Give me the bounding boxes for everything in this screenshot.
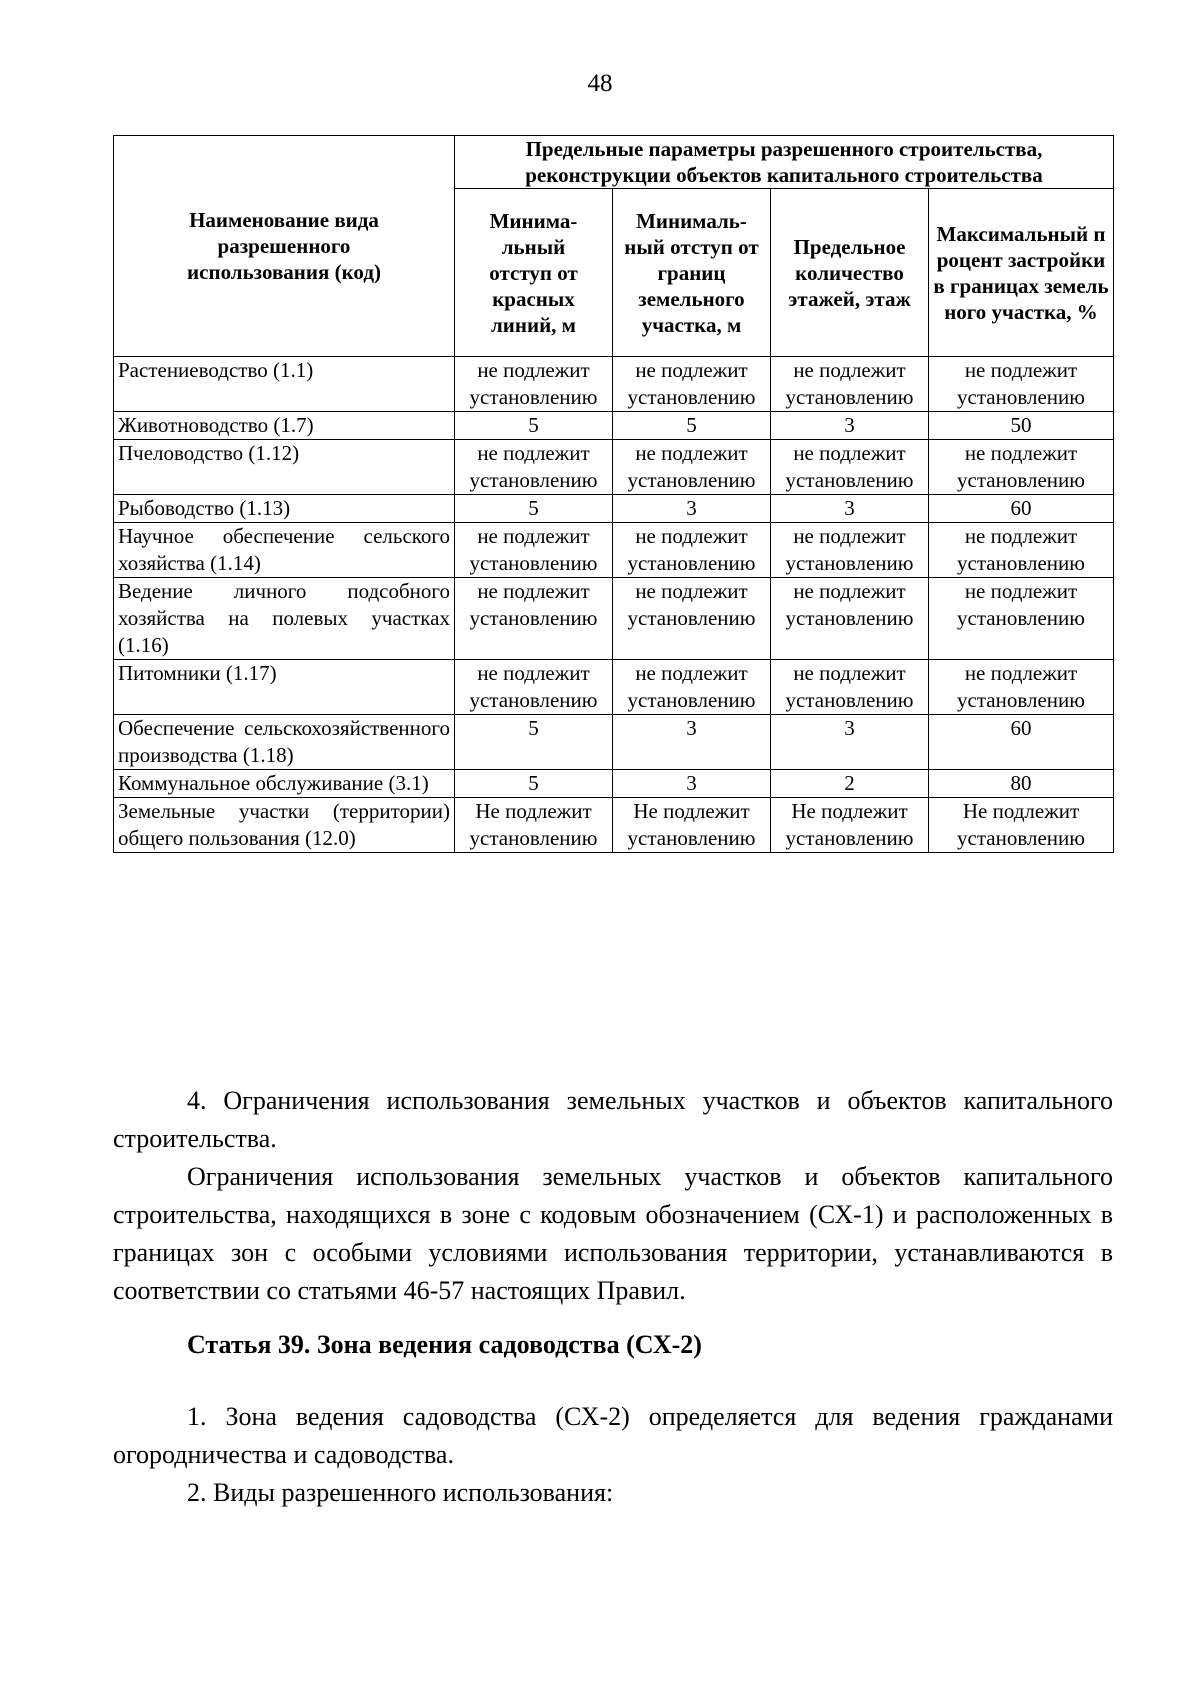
row-name: Питомники (1.17) — [114, 660, 455, 715]
row-value: не подлежит установлению — [613, 357, 771, 412]
table-row — [114, 715, 1114, 770]
table-row — [114, 440, 1114, 495]
paragraph-permitted-uses — [113, 1474, 1113, 1512]
row-value: не подлежит установлению — [455, 660, 613, 715]
row-value: Не подлежит установлению — [929, 798, 1114, 853]
table-row — [114, 357, 1114, 412]
row-value: не подлежит установлению — [455, 523, 613, 578]
header-min-red-line-setback: Минима-льный отступ от красных линий, м — [455, 189, 613, 357]
header-max-coverage: Максимальный процент застройки в границах земельного участка, % — [929, 189, 1114, 357]
row-name: Коммунальное обслуживание (3.1) — [114, 770, 455, 798]
paragraph-restrictions-title — [113, 1082, 1113, 1158]
table-row — [114, 578, 1114, 660]
row-value: не подлежит установлению — [929, 523, 1114, 578]
row-value: 5 — [455, 770, 613, 798]
row-value: 2 — [771, 770, 929, 798]
row-name: Научное обеспечение сельского хозяйства (1.14) — [114, 523, 455, 578]
row-value: 3 — [613, 715, 771, 770]
row-value: не подлежит установлению — [929, 660, 1114, 715]
row-value: Не подлежит установлению — [771, 798, 929, 853]
row-value: не подлежит установлению — [613, 578, 771, 660]
row-name: Пчеловодство (1.12) — [114, 440, 455, 495]
row-value: 5 — [455, 495, 613, 523]
row-value: 60 — [929, 715, 1114, 770]
row-value: не подлежит установлению — [455, 357, 613, 412]
row-value: 3 — [613, 770, 771, 798]
row-value: не подлежит установлению — [929, 440, 1114, 495]
row-value: Не подлежит установлению — [455, 798, 613, 853]
table-row — [114, 798, 1114, 853]
row-value: 3 — [771, 412, 929, 440]
header-name-column: Наименование вида разрешенного использования (код) — [114, 136, 455, 357]
row-value: 3 — [771, 715, 929, 770]
paragraph-zone-definition — [113, 1398, 1113, 1474]
paragraph-zone-definition-text: 1. Зона ведения садоводства (СХ-2) определяется для ведения гражданами огородничества и садоводства. — [113, 1402, 1113, 1469]
article-heading: Статья 39. Зона ведения садоводства (СХ-2) — [187, 1330, 702, 1359]
row-value: 3 — [771, 495, 929, 523]
row-value: 50 — [929, 412, 1114, 440]
paragraph-restrictions-body-text: Ограничения использования земельных участков и объектов капитального строительства, находящихся в зоне с кодовым обозначением (СХ-1) и расположенных в границах зон с особыми условиями использования территории, устанавливаются в соответствии со статьями 46-57 настоящих Правил. — [113, 1162, 1113, 1305]
table-header-row — [114, 136, 1114, 189]
row-value: не подлежит установлению — [455, 578, 613, 660]
row-value: не подлежит установлению — [455, 440, 613, 495]
row-value: 5 — [613, 412, 771, 440]
parameters-table — [113, 135, 1114, 853]
table-row — [114, 412, 1114, 440]
row-value: не подлежит установлению — [771, 440, 929, 495]
row-value: не подлежит установлению — [771, 357, 929, 412]
row-value: 60 — [929, 495, 1114, 523]
paragraph-restrictions-body — [113, 1158, 1113, 1310]
row-name: Животноводство (1.7) — [114, 412, 455, 440]
row-name: Земельные участки (территории) общего пользования (12.0) — [114, 798, 455, 853]
row-value: не подлежит установлению — [613, 660, 771, 715]
row-name: Обеспечение сельскохозяйственного производства (1.18) — [114, 715, 455, 770]
table-row — [114, 770, 1114, 798]
paragraph-permitted-uses-text: 2. Виды разрешенного использования: — [187, 1478, 614, 1507]
row-name: Рыбоводство (1.13) — [114, 495, 455, 523]
table-row — [114, 660, 1114, 715]
row-value: 5 — [455, 412, 613, 440]
row-value: 3 — [613, 495, 771, 523]
row-name: Ведение личного подсобного хозяйства на полевых участках (1.16) — [114, 578, 455, 660]
row-value: 80 — [929, 770, 1114, 798]
row-value: не подлежит установлению — [613, 440, 771, 495]
header-group: Предельные параметры разрешенного строительства, реконструкции объектов капитального строительства — [455, 136, 1114, 189]
row-value: Не подлежит установлению — [613, 798, 771, 853]
header-min-boundary-setback: Минималь-ный отступ от границ земельного участка, м — [613, 189, 771, 357]
row-value: не подлежит установлению — [613, 523, 771, 578]
row-value: не подлежит установлению — [929, 578, 1114, 660]
row-value: 5 — [455, 715, 613, 770]
page-number: 48 — [587, 70, 613, 97]
row-value: не подлежит установлению — [771, 523, 929, 578]
table-row — [114, 523, 1114, 578]
row-value: не подлежит установлению — [771, 578, 929, 660]
header-max-floors: Предельное количество этажей, этаж — [771, 189, 929, 357]
table-row — [114, 495, 1114, 523]
row-name: Растениеводство (1.1) — [114, 357, 455, 412]
row-value: не подлежит установлению — [929, 357, 1114, 412]
paragraph-restrictions-title-text: 4. Ограничения использования земельных участков и объектов капитального строительства. — [113, 1086, 1113, 1153]
row-value: не подлежит установлению — [771, 660, 929, 715]
